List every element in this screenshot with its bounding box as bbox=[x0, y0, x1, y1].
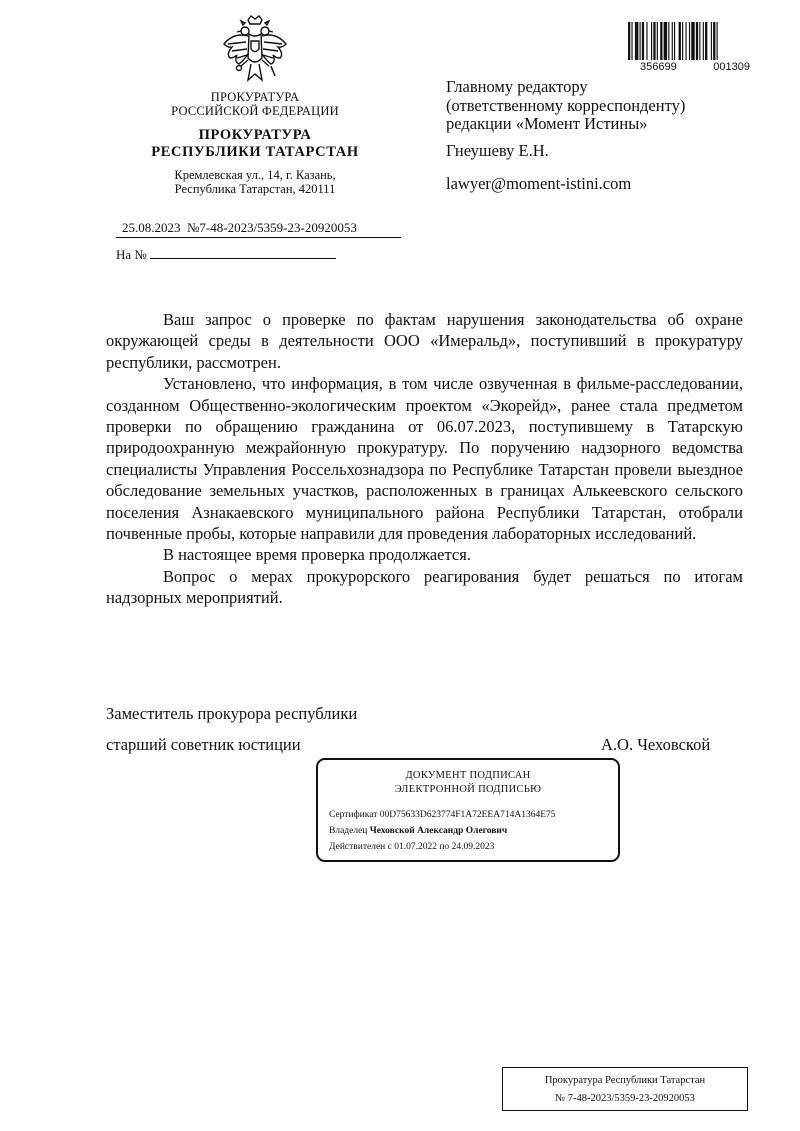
letter-body bbox=[106, 309, 743, 609]
body-paragraph-4: Вопрос о мерах прокурорского реагирования будет решаться по итогам надзорных мероприятий. bbox=[106, 566, 743, 608]
barcode-bar bbox=[668, 22, 669, 60]
registration-line bbox=[116, 220, 401, 238]
barcode-bar bbox=[640, 22, 641, 60]
org-small-line2: РОССИЙСКОЙ ФЕДЕРАЦИИ bbox=[171, 104, 339, 118]
addressee-line2: (ответственному корреспонденту) bbox=[446, 95, 686, 115]
barcode-bar bbox=[682, 22, 683, 60]
valid-to: 24.09.2023 bbox=[451, 842, 495, 852]
barcode-bar bbox=[703, 22, 704, 60]
addressee-block bbox=[446, 78, 685, 134]
barcode-bar bbox=[646, 22, 647, 60]
russian-coat-of-arms-icon bbox=[218, 14, 292, 88]
registration-footer-box bbox=[502, 1067, 748, 1111]
barcode-bar bbox=[679, 22, 681, 60]
signatory-rank: старший советник юстиции bbox=[106, 735, 301, 754]
address-line1: Кремлевская ул., 14, г. Казань, bbox=[174, 168, 336, 182]
addressee-line3: редакции «Момент Истины» bbox=[446, 114, 648, 133]
barcode-bar bbox=[717, 22, 718, 60]
body-paragraph-2: Установлено, что информация, в том числе озвученная в фильме-расследовании, созданном Общественно-экологическим проектом «Экорейд», ранее стала предметом проверки по обращению гражданина от 06.07.2023, поступившему в Татарскую природоохранную межрайонную прокуратуру. По поручению надзорного ведомства специалисты Управления Россельхознадзора по Республике Татарстан провели выездное обследование земельных участков, расположенных в границах Алькеевского сельского поселения Азнакаевского муниципального района Республики Татарстан, отобрали почвенные пробы, которые направили для проведения лабораторных исследований. bbox=[106, 374, 743, 544]
stamp-owner-row bbox=[329, 826, 507, 836]
footer-box-line2: № 7-48-2023/5359-23-20920053 bbox=[555, 1093, 695, 1104]
stamp-certificate-row bbox=[329, 810, 556, 820]
barcode-bar bbox=[651, 22, 652, 60]
body-paragraph-3: В настоящее время проверка продолжается. bbox=[163, 545, 471, 565]
barcode bbox=[628, 22, 746, 60]
registration-date: 25.08.2023 bbox=[122, 220, 181, 235]
stamp-header-line1: ДОКУМЕНТ ПОДПИСАН bbox=[405, 770, 531, 781]
address-line2: Республика Татарстан, 420111 bbox=[174, 182, 336, 196]
barcode-number-left: 356699 bbox=[640, 61, 677, 73]
barcode-bar bbox=[635, 22, 638, 60]
org-name-regional bbox=[120, 127, 390, 161]
registration-number-sign: № bbox=[187, 220, 200, 235]
body-paragraph-1: Ваш запрос о проверке по фактам нарушения законодательства об охране окружающей среды в деятельности ООО «Имеральд», поступивший в прокуратуру республики, рассмотрен. bbox=[106, 310, 743, 372]
footer-box-line1: Прокуратура Республики Татарстан bbox=[544, 1075, 706, 1086]
barcode-bar bbox=[642, 22, 644, 60]
valid-to-label: по bbox=[439, 842, 450, 852]
barcode-bar bbox=[699, 22, 700, 60]
barcode-bar bbox=[689, 22, 690, 60]
barcode-bar bbox=[657, 22, 658, 60]
barcode-bar bbox=[672, 22, 673, 60]
addressee-email: lawyer@moment-istini.com bbox=[446, 174, 632, 193]
barcode-bar bbox=[664, 22, 667, 60]
barcode-bar bbox=[660, 22, 662, 60]
barcode-numbers bbox=[640, 61, 750, 73]
barcode-number-right: 001309 bbox=[713, 61, 750, 73]
reply-to-label: На № bbox=[116, 247, 147, 262]
electronic-signature-stamp bbox=[316, 758, 620, 862]
signatory-name: А.О. Чеховской bbox=[601, 735, 711, 754]
barcode-bar bbox=[711, 22, 712, 60]
barcode-bar bbox=[674, 22, 675, 60]
barcode-bar bbox=[691, 22, 694, 60]
owner-label: Владелец bbox=[329, 826, 368, 836]
certificate-value: 00D75633D623774F1A72EEA714A1364E75 bbox=[379, 810, 556, 820]
org-name-federal bbox=[120, 90, 390, 118]
barcode-bar bbox=[686, 22, 687, 60]
stamp-validity-row bbox=[329, 842, 494, 852]
org-big-line2: РЕСПУБЛИКИ ТАТАРСТАН bbox=[151, 144, 359, 160]
addressee-line1: Главному редактору bbox=[446, 77, 588, 96]
stamp-header-line2: ЭЛЕКТРОННОЙ ПОДПИСЬЮ bbox=[394, 784, 542, 795]
org-small-line1: ПРОКУРАТУРА bbox=[210, 90, 300, 104]
valid-label: Действителен с bbox=[329, 842, 392, 852]
signatory-title: Заместитель прокурора республики bbox=[106, 704, 358, 723]
reply-to-blank bbox=[150, 246, 336, 259]
registration-number: 7-48-2023/5359-23-20920053 bbox=[199, 220, 357, 235]
org-address bbox=[120, 168, 390, 196]
barcode-bar bbox=[705, 22, 707, 60]
addressee-name: Гнеушеву Е.Н. bbox=[446, 141, 549, 160]
barcode-bar bbox=[696, 22, 698, 60]
barcode-bar bbox=[713, 22, 715, 60]
owner-value: Чеховской Александр Олегович bbox=[369, 826, 508, 836]
reply-to-line bbox=[116, 246, 336, 263]
barcode-bar bbox=[631, 22, 632, 60]
barcode-bar bbox=[628, 22, 630, 60]
certificate-label: Сертификат bbox=[329, 810, 378, 820]
valid-from: 01.07.2022 bbox=[394, 842, 437, 852]
barcode-bar bbox=[653, 22, 655, 60]
org-big-line1: ПРОКУРАТУРА bbox=[198, 127, 312, 143]
